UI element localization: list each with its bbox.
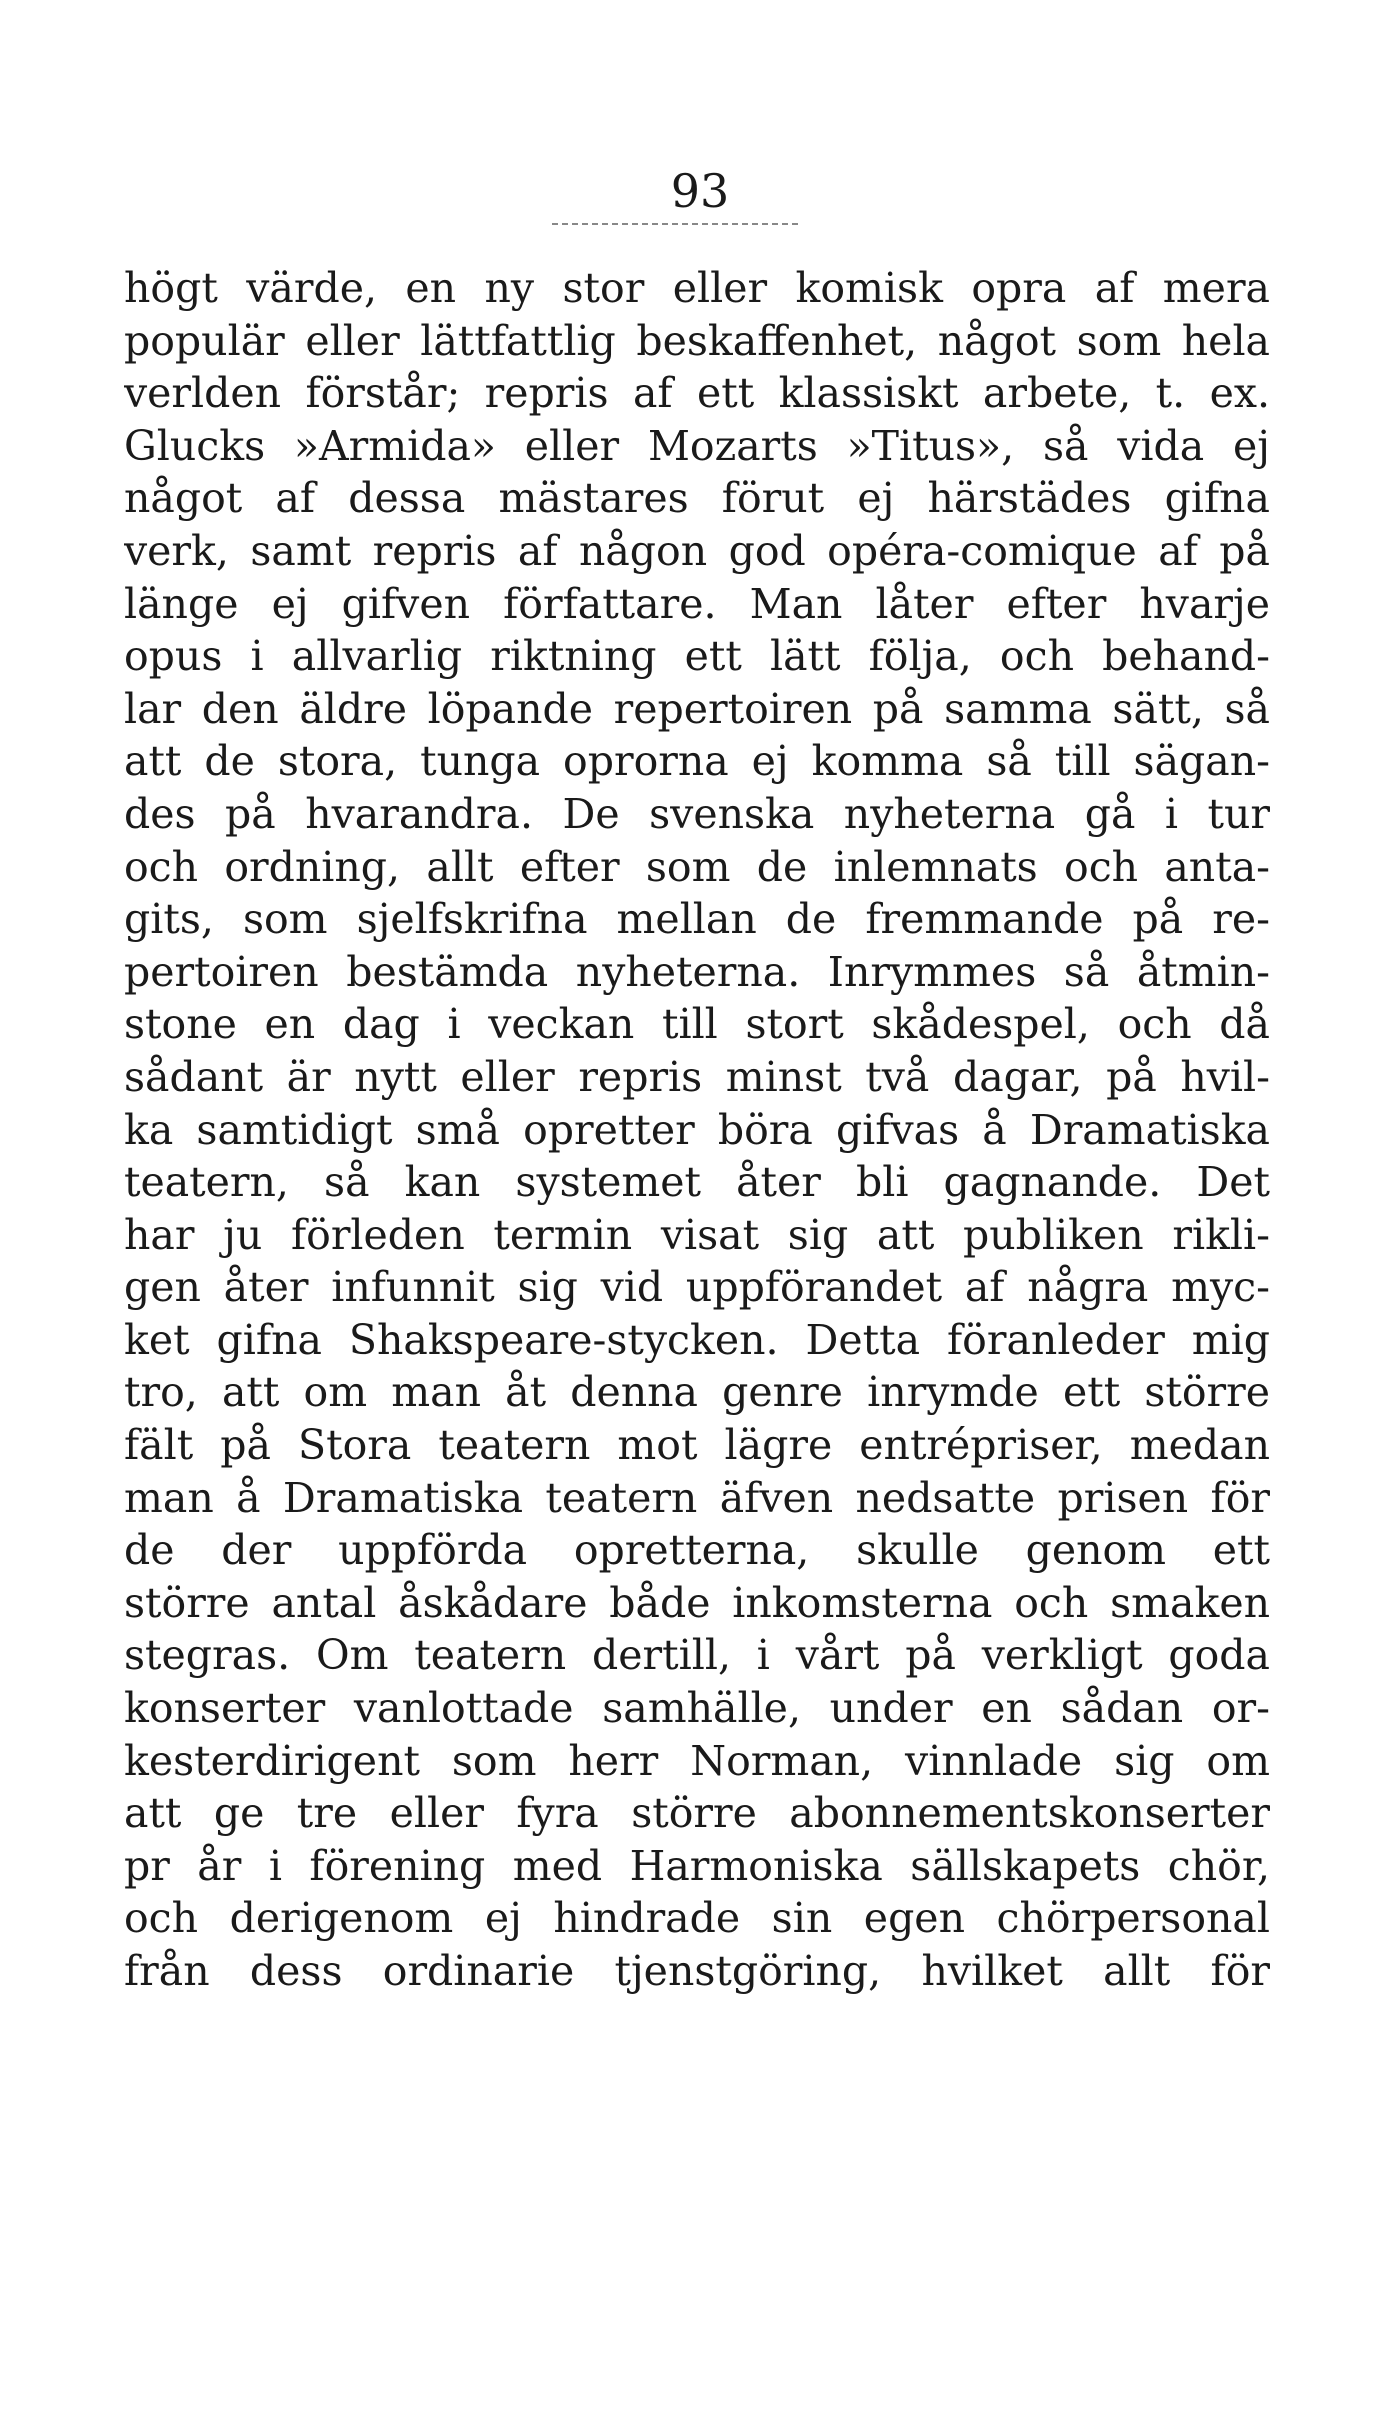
text-line: och derigenom ej hindrade sin egen chörpersonal [124,1894,1270,1943]
text-line: kesterdirigent som herr Norman, vinnlade sig om [124,1736,1270,1785]
text-line: större antal åskådare både inkomsterna och smaken [124,1578,1270,1627]
text-line: från dess ordinarie tjenstgöring, hvilket allt för [124,1947,1270,1995]
page-number: 93 [670,164,730,218]
text-line: och ordning, allt efter som de inlemnats och anta- [124,842,1270,891]
text-line: ket gifna Shakspeare-stycken. Detta föranleder mig [124,1315,1270,1364]
text-line: har ju förleden termin visat sig att publiken rikli- [124,1210,1270,1259]
text-line: de der uppförda opretterna, skulle genom ett [124,1526,1270,1575]
text-line: tro, att om man åt denna genre inrymde ett större [124,1368,1270,1417]
text-line: ka samtidigt små opretter böra gifvas å Dramatiska [124,1105,1270,1154]
text-line: fält på Stora teatern mot lägre entrépriser, medan [124,1421,1270,1470]
text-line: högt värde, en ny stor eller komisk opra af mera [124,264,1270,312]
text-line: att de stora, tunga oprorna ej komma så till sägan- [124,737,1270,786]
text-line: Glucks »Armida» eller Mozarts »Titus», så vida ej [124,421,1270,470]
text-line: länge ej gifven författare. Man låter efter hvarje [124,579,1270,628]
text-line: des på hvarandra. De svenska nyheterna gå i tur [124,789,1270,838]
text-line: pr år i förening med Harmoniska sällskapets chör, [124,1841,1270,1890]
text-line: stegras. Om teatern dertill, i vårt på verkligt goda [124,1631,1270,1680]
text-line: lar den äldre löpande repertoiren på samma sätt, så [124,684,1270,733]
text-line: gits, som sjelfskrifna mellan de fremmande på re- [124,895,1270,944]
text-line: konserter vanlottade samhälle, under en sådan or- [124,1684,1270,1733]
text-line: populär eller lättfattlig beskaffenhet, något som hela [124,316,1270,365]
text-line: man å Dramatiska teatern äfven nedsatte prisen för [124,1473,1270,1522]
header-rule [552,223,798,225]
text-line: att ge tre eller fyra större abonnementskonserter [124,1789,1270,1838]
text-line: teatern, så kan systemet åter bli gagnande. Det [124,1158,1270,1207]
text-line: pertoiren bestämda nyheterna. Inrymmes så åtmin- [124,947,1270,996]
text-line: verk, samt repris af någon god opéra-comique af på [124,526,1270,575]
text-line: stone en dag i veckan till stort skådespel, och då [124,1000,1270,1049]
text-line: något af dessa mästares förut ej härstädes gifna [124,474,1270,523]
text-line: gen åter infunnit sig vid uppförandet af några myc- [124,1263,1270,1312]
text-line: opus i allvarlig riktning ett lätt följa, och behand- [124,632,1270,681]
text-line: verlden förstår; repris af ett klassiskt arbete, t. ex. [124,369,1270,418]
body-text [124,262,1270,1998]
text-line: sådant är nytt eller repris minst två dagar, på hvil- [124,1052,1270,1101]
